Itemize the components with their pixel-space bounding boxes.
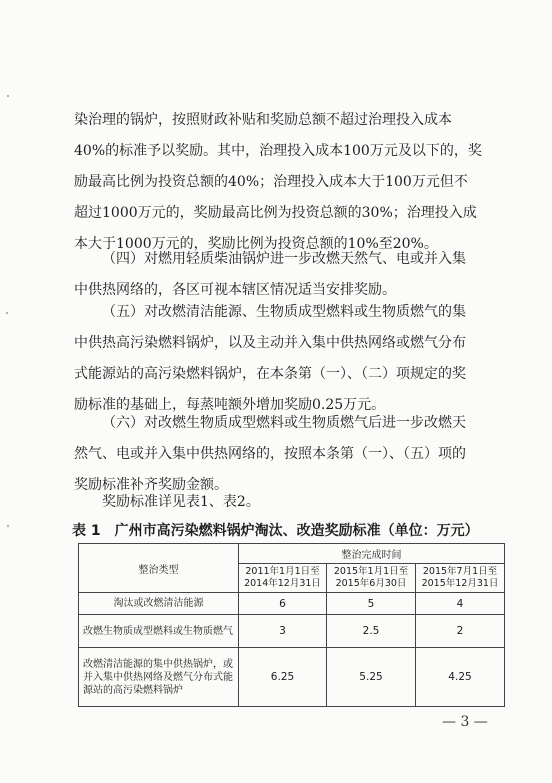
table-header-row	[79, 544, 505, 564]
period-start: 2011年1月1日至	[245, 566, 320, 577]
table-row	[79, 648, 505, 707]
row-type: 淘汰或改燃清洁能源	[79, 593, 239, 615]
award-value: 3	[239, 615, 327, 648]
table-row	[79, 615, 505, 648]
award-value: 6.25	[239, 648, 327, 707]
paragraph-3	[74, 297, 502, 421]
text-line: 励最高比例为投资总额的40%；治理投入成本大于100万元但不	[74, 174, 468, 190]
text-line: （四）对燃用轻质柴油锅炉进一步改燃天然气、电或并入集	[102, 251, 466, 267]
scan-speck	[7, 525, 9, 527]
paragraph-1	[74, 105, 502, 260]
period-header	[327, 564, 416, 593]
table-caption: 表 1 广州市高污染燃料锅炉淘汰、改造奖励标准（单位：万元）	[72, 523, 479, 539]
row-type: 改燃生物质成型燃料或生物质燃气	[79, 615, 239, 648]
award-value: 4	[416, 593, 505, 615]
period-header	[239, 564, 327, 593]
period-end: 2015年12月31日	[421, 578, 499, 589]
period-start: 2015年7月1日至	[422, 566, 498, 577]
text-line: 40%的标准予以奖励。其中，治理投入成本100万元及以下的，奖	[74, 143, 482, 159]
text-line: 本大于1000万元的，奖励比例为投资总额的10%至20%。	[74, 236, 438, 252]
period-start: 2015年1月1日至	[333, 566, 409, 577]
text-line: （六）对改燃生物质成型燃料或生物质燃气后进一步改燃天	[102, 415, 466, 431]
period-end: 2014年12月31日	[244, 578, 321, 589]
page-number: — 3 —	[442, 714, 488, 730]
award-standard-table	[78, 543, 505, 707]
award-value: 2.5	[327, 615, 416, 648]
award-value: 6	[239, 593, 327, 615]
text-line: 式能源站的高污染燃料锅炉，在本条第（一）、（二）项规定的奖	[74, 366, 466, 382]
text-line: 然气、电或并入集中供热网络的，按照本条第（一）、（五）项的	[74, 446, 466, 462]
text-line: （五）对改燃清洁能源、生物质成型燃料或生物质燃气的集	[102, 304, 466, 320]
scan-speck	[6, 312, 8, 314]
row-type: 改燃清洁能源的集中供热锅炉，或并入集中供热网络及燃气分布式能源站的高污染燃料锅炉	[79, 648, 239, 707]
award-value: 5	[327, 593, 416, 615]
completion-time-header: 整治完成时间	[239, 544, 505, 564]
period-header	[416, 564, 505, 593]
scan-speck	[7, 95, 9, 97]
text-line: 中供热网络的，各区可视本辖区情况适当安排奖励。	[74, 282, 396, 298]
text-line: 染治理的锅炉，按照财政补贴和奖励总额不超过治理投入成本	[74, 112, 452, 128]
text-line: 励标准的基础上，每蒸吨额外增加奖励0.25万元。	[74, 397, 386, 413]
period-end: 2015年6月30日	[335, 578, 407, 589]
text-line: 超过1000万元的，奖励最高比例为投资总额的30%；治理投入成	[74, 205, 477, 221]
text-line: 中供热高污染燃料锅炉，以及主动并入集中供热网络或燃气分布	[74, 335, 466, 351]
paragraph-5	[74, 487, 502, 518]
type-header: 整治类型	[79, 544, 239, 593]
text-line: 奖励标准补齐奖励金额。	[74, 477, 228, 493]
award-value: 2	[416, 615, 505, 648]
award-value: 4.25	[416, 648, 505, 707]
table-row	[79, 593, 505, 615]
text-line: 奖励标准详见表1、表2。	[102, 494, 260, 510]
award-value: 5.25	[327, 648, 416, 707]
